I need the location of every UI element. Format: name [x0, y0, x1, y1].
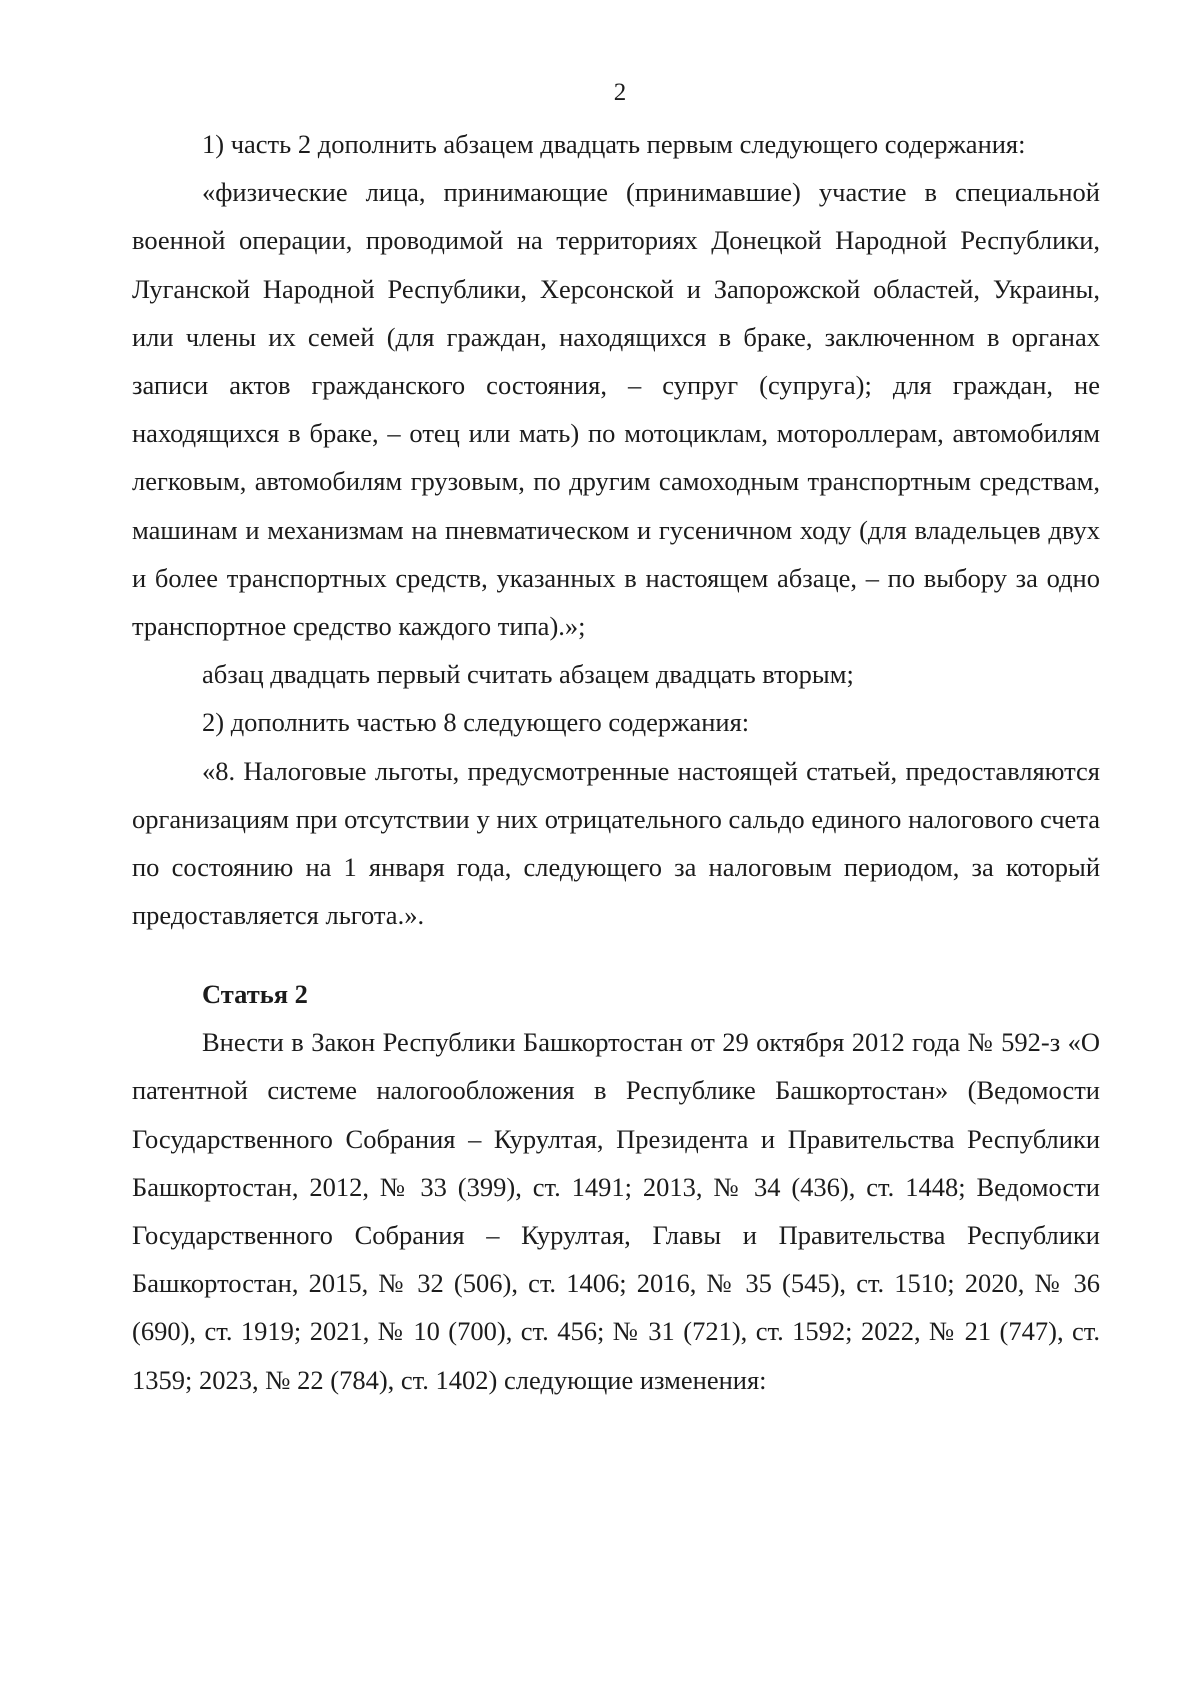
paragraph-renumber-abzac: абзац двадцать первый считать абзацем двадцать вторым;	[202, 659, 854, 690]
paragraph-item-1: 1) часть 2 дополнить абзацем двадцать первым следующего содержания:	[202, 129, 1026, 159]
paragraph-quoted-abzac-21: «физические лица, принимающие (принимавшие) участие в специальной военной операции, проводимой на территориях Донецкой Народной Республики, Луганской Народной Республики, Херсонской и Запорожской областей, Украины, или члены их семей (для граждан, находящихся в браке, заключенном в органах записи актов гражданского состояния, – супруг (супруга); для граждан, не находящихся в браке, – отец или мать) по мотоциклам, мотороллерам, автомобилям легковым, автомобилям грузовым, по другим самоходным транспортным средствам, машинам и механизмам на пневматическом и гусеничном ходу (для владельцев двух и более транспортных средств, указанных в настоящем абзаце, – по выбору за одно транспортное средство каждого типа).»;	[132, 177, 1100, 642]
paragraph-item-2: 2) дополнить частью 8 следующего содержания:	[202, 707, 750, 738]
amendments-section	[132, 120, 1100, 939]
article-2-paragraph: Внести в Закон Республики Башкортостан от 29 октября 2012 года № 592-з «О патентной системе налогообложения в Республике Башкортостан» (Ведомости Государственного Собрания – Курултая, Президента и Правительства Республики Башкортостан, 2012, № 33 (399), ст. 1491; 2013, № 34 (436), ст. 1448; Ведомости Государственного Собрания – Курултая, Главы и Правительства Республики Башкортостан, 2015, № 32 (506), ст. 1406; 2016, № 35 (545), ст. 1510; 2020, № 36 (690), ст. 1919; 2021, № 10 (700), ст. 456; № 31 (721), ст. 1592; 2022, № 21 (747), ст. 1359; 2023, № 22 (784), ст. 1402) следующие изменения:	[132, 1027, 1100, 1395]
paragraph-quoted-part-8: «8. Налоговые льготы, предусмотренные настоящей статьей, предоставляются организациям при отсутствии у них отрицательного сальдо единого налогового счета по состоянию на 1 января года, следующего за налоговым периодом, за который предоставляется льгота.».	[132, 755, 1100, 931]
article-2-section	[132, 970, 1100, 1404]
article-2-heading: Статья 2	[202, 979, 308, 1009]
page-number: 2	[613, 79, 627, 106]
